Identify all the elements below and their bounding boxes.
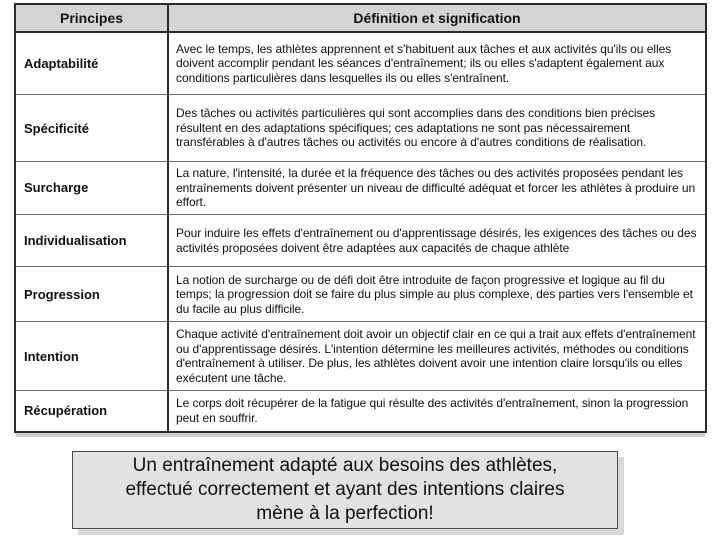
table-row [16,32,705,95]
table-row [16,95,705,162]
principle-name: Progression [16,267,168,322]
principle-definition: Chaque activité d'entraînement doit avoir un objectif clair en ce qui a trait aux effets d'entraînement ou d'apprentissage désirés. L'intention détermine les meilleures activités, méthodes ou conditions d'entraînement à utiliser. De plus, les athlètes doivent avoir une intention claire lorsqu'ils ou elles exécutent une tâche. [168,322,705,391]
principle-name: Intention [16,322,168,391]
table-row [16,214,705,267]
principle-definition: La nature, l'intensité, la durée et la fréquence des tâches ou des activités proposées pendant les entraînements doivent présenter un niveau de difficulté adéquat et forcer les athlètes à produire un effort. [168,162,705,215]
table-header-row [16,5,705,32]
summary-callout-text: Un entraînement adapté aux besoins des athlètes, effectué correctement et ayant des intentions claires mène à la perfection! [125,455,565,524]
principle-name: Spécificité [16,95,168,162]
principles-table [16,5,705,431]
principle-definition: Le corps doit récupérer de la fatigue qui résulte des activités d'entraînement, sinon la progression peut en souffrir. [168,390,705,431]
table-row [16,162,705,215]
principle-definition: La notion de surcharge ou de défi doit être introduite de façon progressive et logique au fil du temps; la progression doit se faire du plus simple au plus complexe, des parties vers l'ensemble et du facile au plus difficile. [168,267,705,322]
principle-definition: Pour induire les effets d'entraînement ou d'apprentissage désirés, les exigences des tâches ou des activités proposées doivent être adaptées aux capacités de chaque athlète [168,214,705,267]
principle-definition: Avec le temps, les athlètes apprennent et s'habituent aux tâches et aux activités qu'ils ou elles doivent accomplir pendant les séances d'entraînement; ils ou elles s'adaptent également aux conditions particulières dans lesquelles ils ou elles s'entraînent. [176,41,672,85]
principles-table-frame [14,3,707,433]
principle-name: Récupération [16,390,168,431]
table-row [16,267,705,322]
summary-callout-box [72,451,618,529]
principle-definition: Des tâches ou activités particulières qui sont accomplies dans des conditions bien précises résultent en des adaptations spécifiques; ces adaptations ne sont pas nécessairement transférables à d'autres tâches ou activités ou encore à d'autres conditions de réalisation. [168,95,705,162]
principle-name: Individualisation [16,214,168,267]
table-row [16,322,705,391]
principle-name: Surcharge [16,162,168,215]
principles-column-header: Principes [16,5,168,32]
table-row [16,390,705,431]
principle-name: Adaptabilité [16,32,168,95]
definition-column-header: Définition et signification [168,5,705,32]
